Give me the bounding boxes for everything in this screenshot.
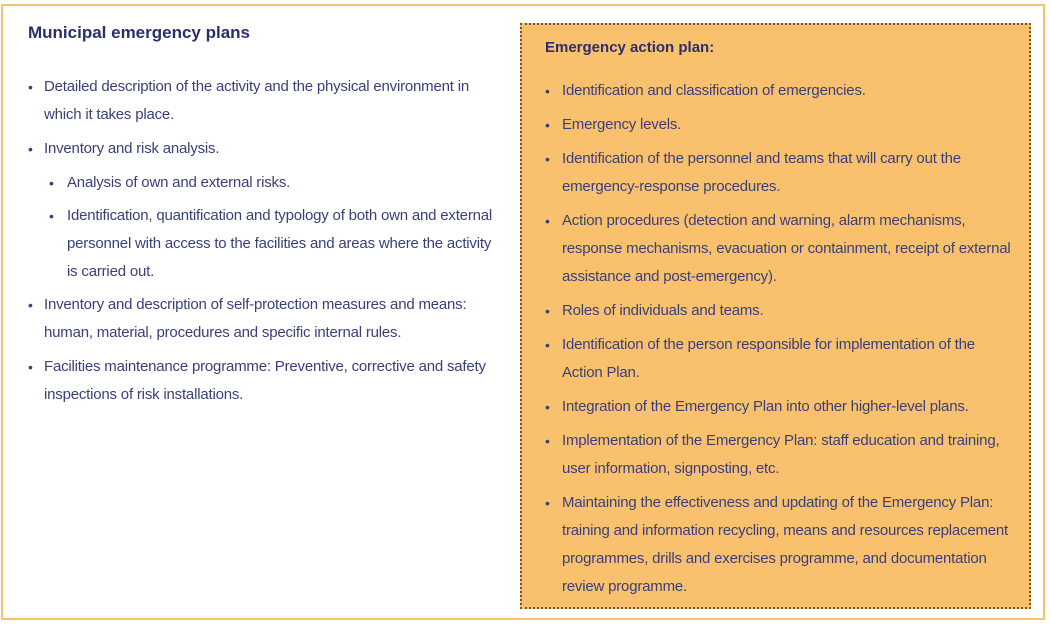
bullet-icon: • — [545, 303, 550, 319]
list-item — [545, 77, 1015, 105]
list-item-text: Maintaining the effectiveness and updating of the Emergency Plan: training and information recycling, means and resources replacement programmes, drills and exercises programme, and documentation review programme. — [562, 494, 1009, 595]
bullet-icon: • — [545, 495, 550, 511]
list-item-text: Identification, quantification and typology of both own and external personnel with access to the facilities and areas where the activity is carried out. — [67, 207, 493, 280]
panel-title: Emergency action plan: — [545, 39, 715, 56]
list-item-text: Emergency levels. — [562, 116, 682, 133]
list-item — [545, 331, 1015, 387]
list-item — [545, 427, 1015, 483]
list-item — [545, 393, 1015, 421]
list-item-text: Identification of the personnel and teams that will carry out the emergency-response procedures. — [562, 150, 961, 195]
list-item — [28, 135, 498, 163]
list-item — [28, 291, 498, 347]
list-item-text: Roles of individuals and teams. — [562, 302, 764, 319]
list-item — [28, 353, 498, 409]
municipal-plans-section — [28, 22, 498, 415]
emergency-action-plan-panel — [520, 23, 1031, 609]
list-item — [545, 297, 1015, 325]
page-frame — [1, 4, 1045, 620]
bullet-icon: • — [49, 175, 54, 191]
bullet-icon: • — [545, 151, 550, 167]
bullet-icon: • — [49, 208, 54, 224]
bullet-icon: • — [28, 297, 33, 313]
bullet-icon: • — [545, 117, 550, 133]
section-title: Municipal emergency plans — [28, 23, 251, 42]
list-item-text: Analysis of own and external risks. — [67, 174, 291, 191]
list-item-text: Integration of the Emergency Plan into other higher-level plans. — [562, 398, 969, 415]
list-item-text: Inventory and risk analysis. — [44, 140, 220, 157]
list-item-text: Identification and classification of emergencies. — [562, 82, 866, 99]
list-item — [545, 489, 1015, 601]
bullet-icon: • — [545, 399, 550, 415]
bullet-icon: • — [28, 141, 33, 157]
list-item — [545, 145, 1015, 201]
list-item-text: Facilities maintenance programme: Preventive, corrective and safety inspections of risk installations. — [44, 358, 486, 403]
list-item-text: Implementation of the Emergency Plan: staff education and training, user information, signposting, etc. — [562, 432, 1000, 477]
municipal-plans-list — [28, 73, 498, 409]
bullet-icon: • — [28, 359, 33, 375]
bullet-icon: • — [545, 213, 550, 229]
sub-list-item — [28, 169, 498, 197]
list-item-text: Inventory and description of self-protection measures and means: human, material, procedures and specific internal rules. — [44, 296, 467, 341]
list-item — [28, 73, 498, 129]
sub-list-item — [28, 202, 498, 286]
list-item-text: Detailed description of the activity and the physical environment in which it takes place. — [44, 78, 469, 123]
bullet-icon: • — [28, 79, 33, 95]
action-plan-list — [545, 77, 1015, 607]
bullet-icon: • — [545, 83, 550, 99]
bullet-icon: • — [545, 433, 550, 449]
bullet-icon: • — [545, 337, 550, 353]
list-item — [545, 111, 1015, 139]
list-item-text: Action procedures (detection and warning, alarm mechanisms, response mechanisms, evacuation or containment, receipt of external assistance and post-emergency). — [562, 212, 1011, 285]
list-item-text: Identification of the person responsible for implementation of the Action Plan. — [562, 336, 975, 381]
list-item — [545, 207, 1015, 291]
